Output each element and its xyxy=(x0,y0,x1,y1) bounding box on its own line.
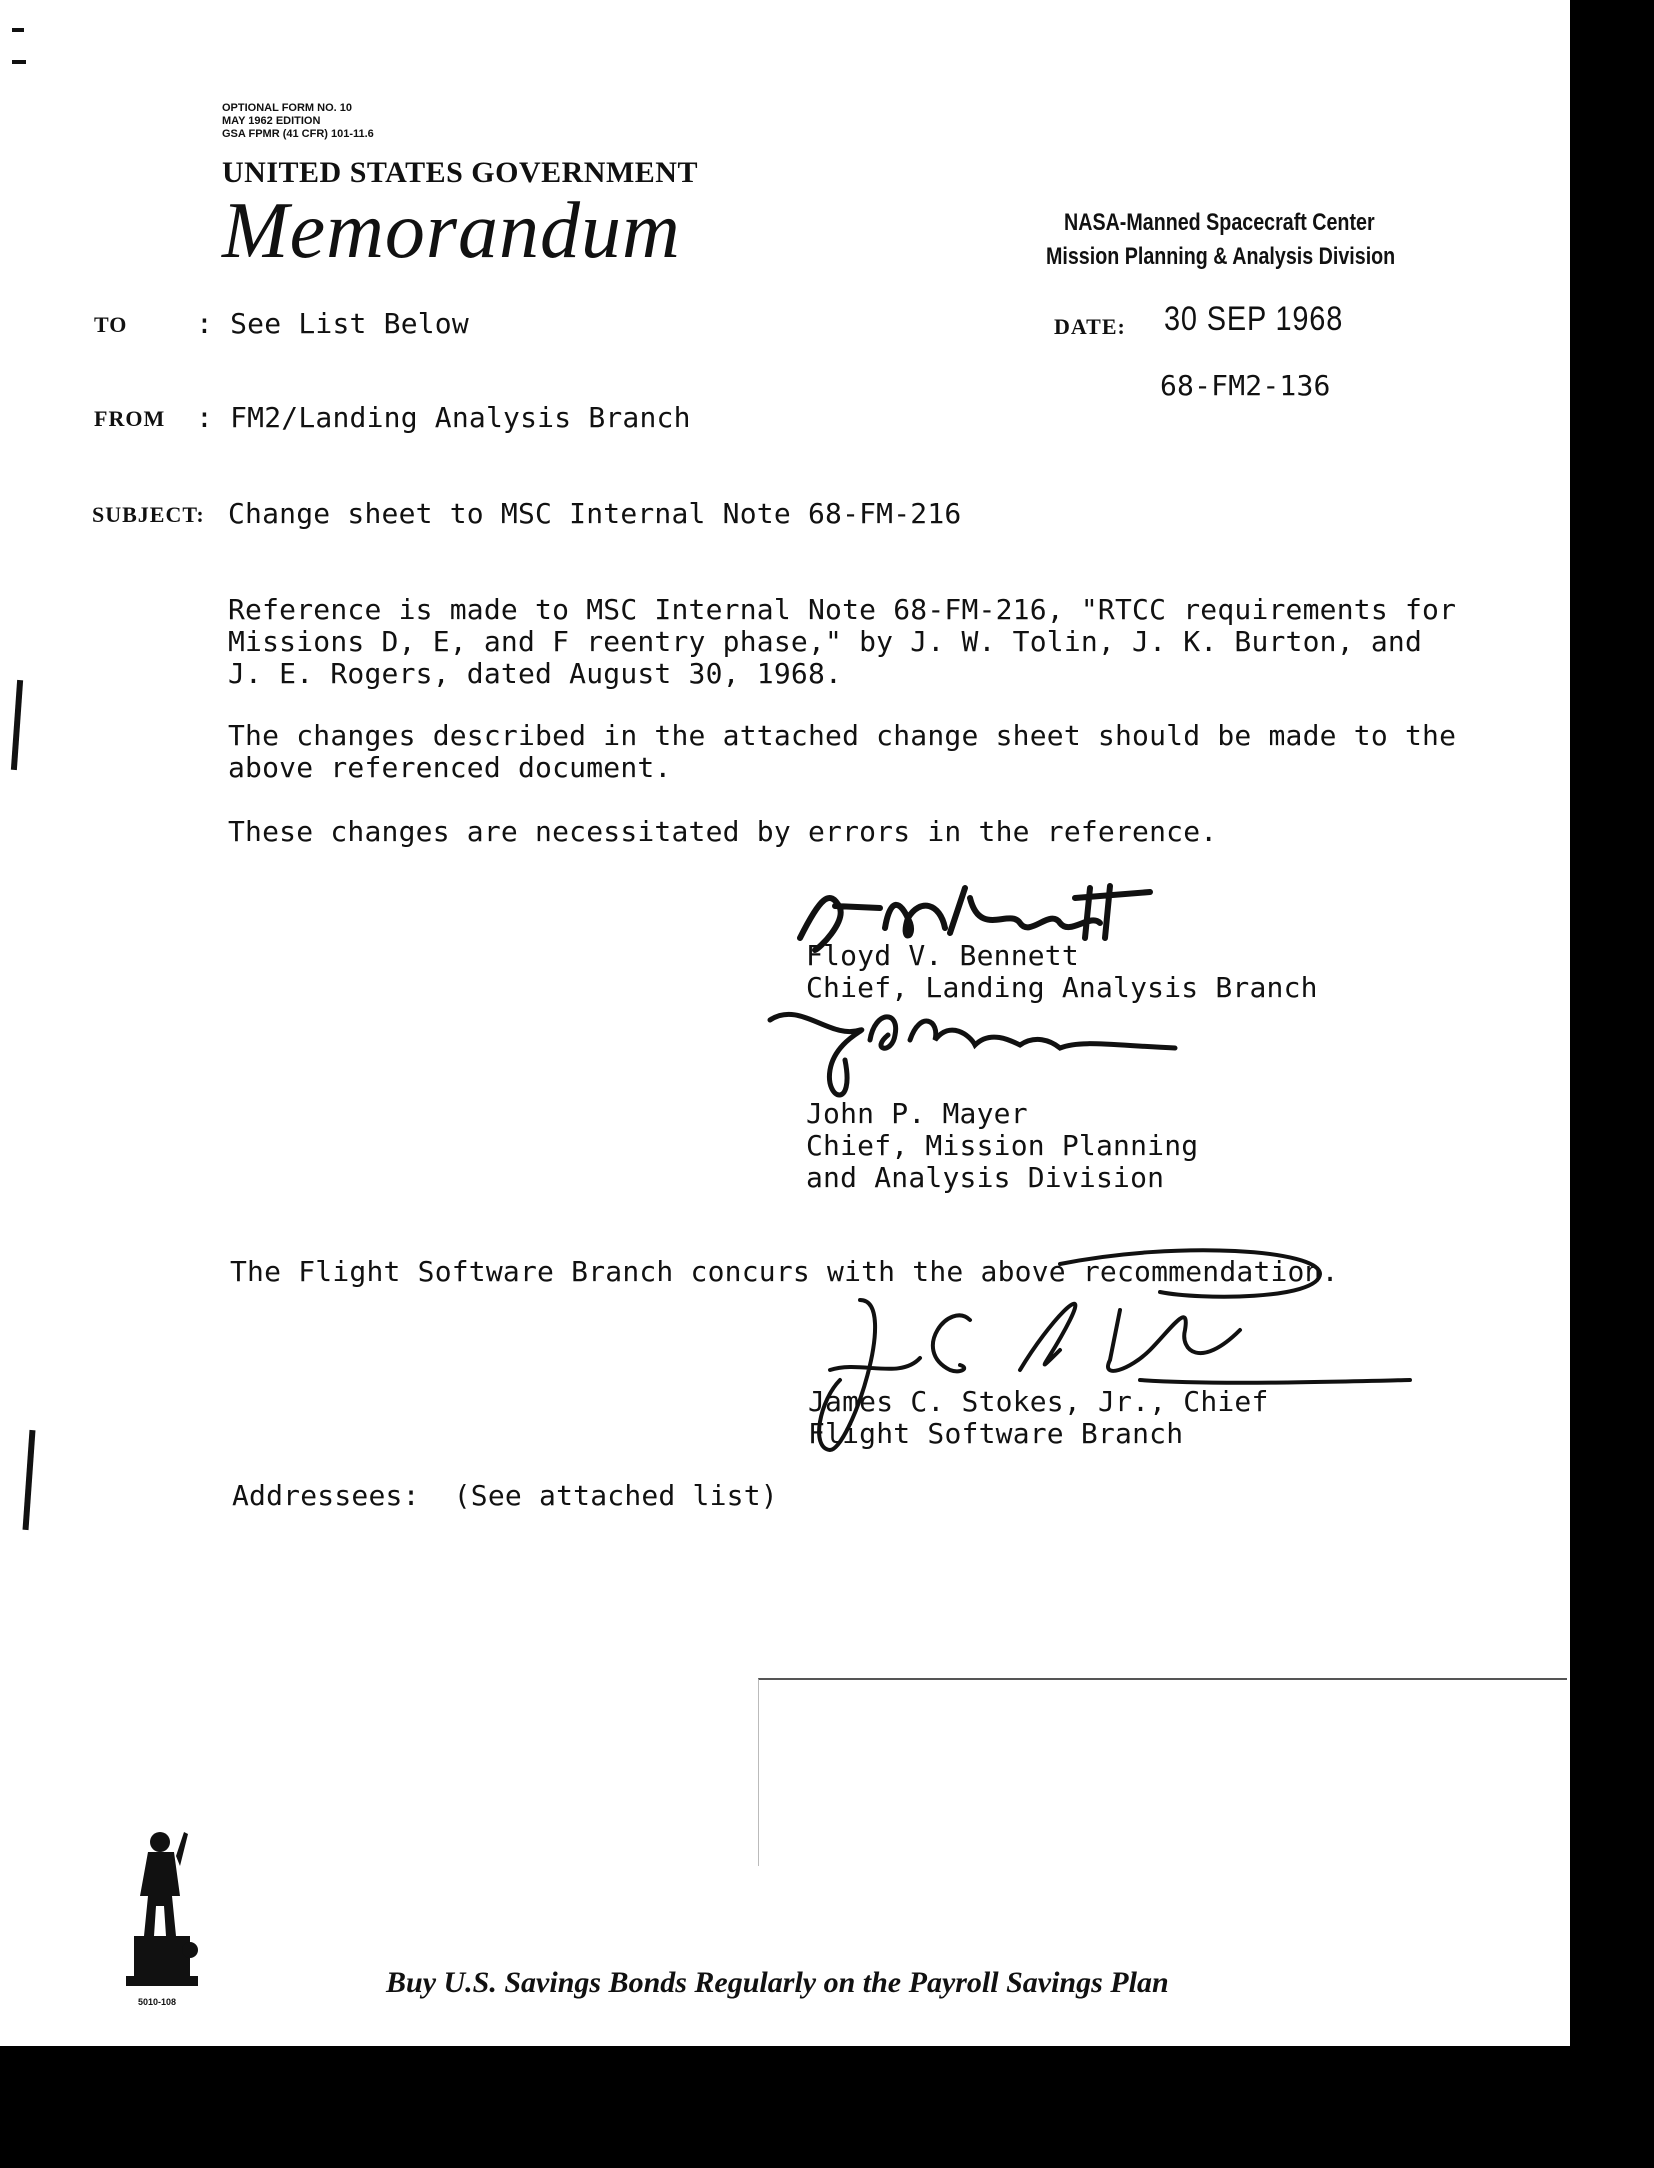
signer-title: and Analysis Division xyxy=(806,1161,1165,1194)
logo-code: 5010-108 xyxy=(138,1997,177,2007)
form-line: MAY 1962 EDITION xyxy=(222,115,321,127)
date-label: DATE: xyxy=(1054,314,1126,339)
from-value: : FM2/Landing Analysis Branch xyxy=(196,401,691,434)
signer-name: Floyd V. Bennett xyxy=(806,939,1079,972)
margin-mark xyxy=(12,60,26,64)
signer-title: Chief, Mission Planning xyxy=(806,1129,1199,1162)
form-line: GSA FPMR (41 CFR) 101-11.6 xyxy=(222,128,374,140)
signature-block-mayer xyxy=(806,1098,1198,1194)
scan-edge-right xyxy=(1570,0,1654,2046)
body-line: J. E. Rogers, dated August 30, 1968. xyxy=(228,657,843,690)
date-value: 30 SEP 1968 xyxy=(1164,300,1344,338)
addressees-note: Addressees: (See attached list) xyxy=(232,1479,778,1512)
subject-label: SUBJECT: xyxy=(92,502,205,527)
signature-block-bennett xyxy=(806,940,1318,1004)
savings-bond-slogan: Buy U.S. Savings Bonds Regularly on the Payroll Savings Plan xyxy=(386,1966,1169,1999)
reference-number: 68-FM2-136 xyxy=(1160,369,1331,402)
body-paragraph-1 xyxy=(228,594,1456,690)
margin-mark xyxy=(11,680,23,770)
center-stamp xyxy=(1046,206,1395,274)
signer-title: Flight Software Branch xyxy=(808,1417,1184,1450)
to-value: : See List Below xyxy=(196,307,469,340)
signer-name: James C. Stokes, Jr., Chief xyxy=(808,1385,1269,1418)
body-paragraph-3 xyxy=(228,816,1217,848)
scan-edge-bottom xyxy=(0,2046,1654,2168)
body-line: These changes are necessitated by errors in the reference. xyxy=(228,815,1218,848)
to-label: TO xyxy=(94,312,128,337)
concurrence-statement: The Flight Software Branch concurs with the above recommendation. xyxy=(230,1255,1339,1288)
signer-name: John P. Mayer xyxy=(806,1097,1028,1130)
body-line: above referenced document. xyxy=(228,751,672,784)
subject-value: Change sheet to MSC Internal Note 68-FM-216 xyxy=(228,497,962,530)
minuteman-logo-icon xyxy=(120,1826,206,2006)
body-line: Reference is made to MSC Internal Note 68-FM-216, "RTCC requirements for xyxy=(228,593,1457,626)
margin-mark xyxy=(23,1430,36,1530)
from-label: FROM xyxy=(94,406,166,431)
body-line: Missions D, E, and F reentry phase," by J. W. Tolin, J. K. Burton, and xyxy=(228,625,1423,658)
margin-mark xyxy=(12,28,24,32)
body-line: The changes described in the attached change sheet should be made to the xyxy=(228,719,1457,752)
memorandum-title: Memorandum xyxy=(222,187,681,275)
scan-box-outline xyxy=(758,1678,1567,1866)
signer-title: Chief, Landing Analysis Branch xyxy=(806,971,1318,1004)
body-paragraph-2 xyxy=(228,720,1456,784)
center-stamp-line1: NASA-Manned Spacecraft Center xyxy=(1064,209,1375,236)
signature-block-stokes xyxy=(808,1386,1269,1450)
form-number-block xyxy=(222,102,374,141)
form-line: OPTIONAL FORM NO. 10 xyxy=(222,102,352,114)
center-stamp-line2: Mission Planning & Analysis Division xyxy=(1046,243,1396,270)
government-heading: UNITED STATES GOVERNMENT xyxy=(222,156,698,189)
